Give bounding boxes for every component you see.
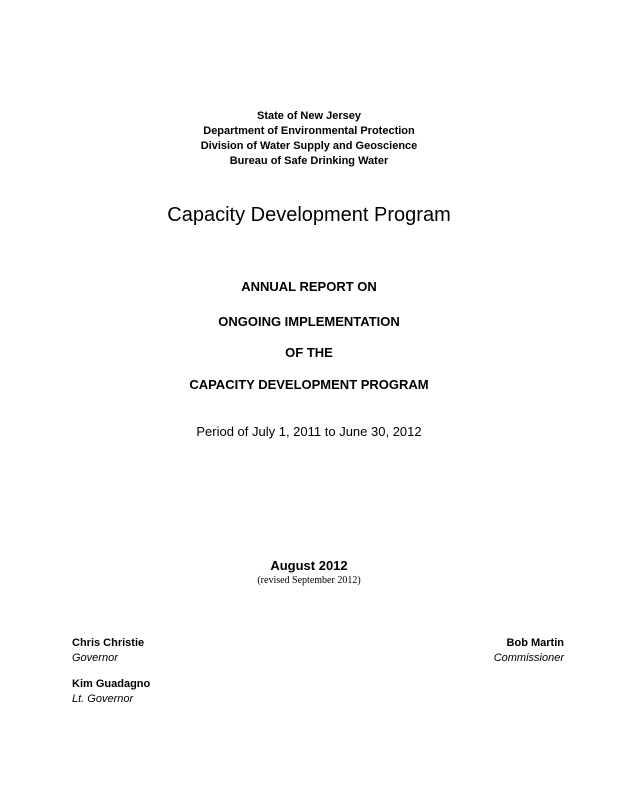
report-date: August 2012 — [270, 558, 348, 573]
governor-block — [72, 636, 144, 666]
governor-name: Chris Christie — [72, 637, 145, 649]
report-title-line-1: ANNUAL REPORT ON — [241, 279, 377, 294]
program-title: Capacity Development Program — [167, 204, 451, 226]
report-title-line-2: ONGOING IMPLEMENTATION — [218, 314, 400, 329]
commissioner-block — [494, 636, 564, 666]
report-title-line-3: OF THE — [285, 345, 333, 360]
lt-governor-name: Kim Guadagno — [72, 678, 151, 690]
commissioner-name: Bob Martin — [506, 637, 564, 649]
lt-governor-block — [72, 677, 150, 707]
lt-governor-title: Lt. Governor — [72, 693, 134, 705]
bureau-name: Bureau of Safe Drinking Water — [229, 155, 389, 167]
governor-title: Governor — [72, 652, 118, 664]
department-name: Department of Environmental Protection — [203, 125, 415, 137]
commissioner-title: Commissioner — [493, 652, 564, 664]
revision-note: (revised September 2012) — [257, 575, 361, 586]
report-title-line-4: CAPACITY DEVELOPMENT PROGRAM — [189, 377, 429, 392]
agency-header — [0, 109, 618, 169]
state-name: State of New Jersey — [257, 110, 361, 122]
report-period: Period of July 1, 2011 to June 30, 2012 — [196, 424, 422, 439]
division-name: Division of Water Supply and Geoscience — [200, 140, 418, 152]
